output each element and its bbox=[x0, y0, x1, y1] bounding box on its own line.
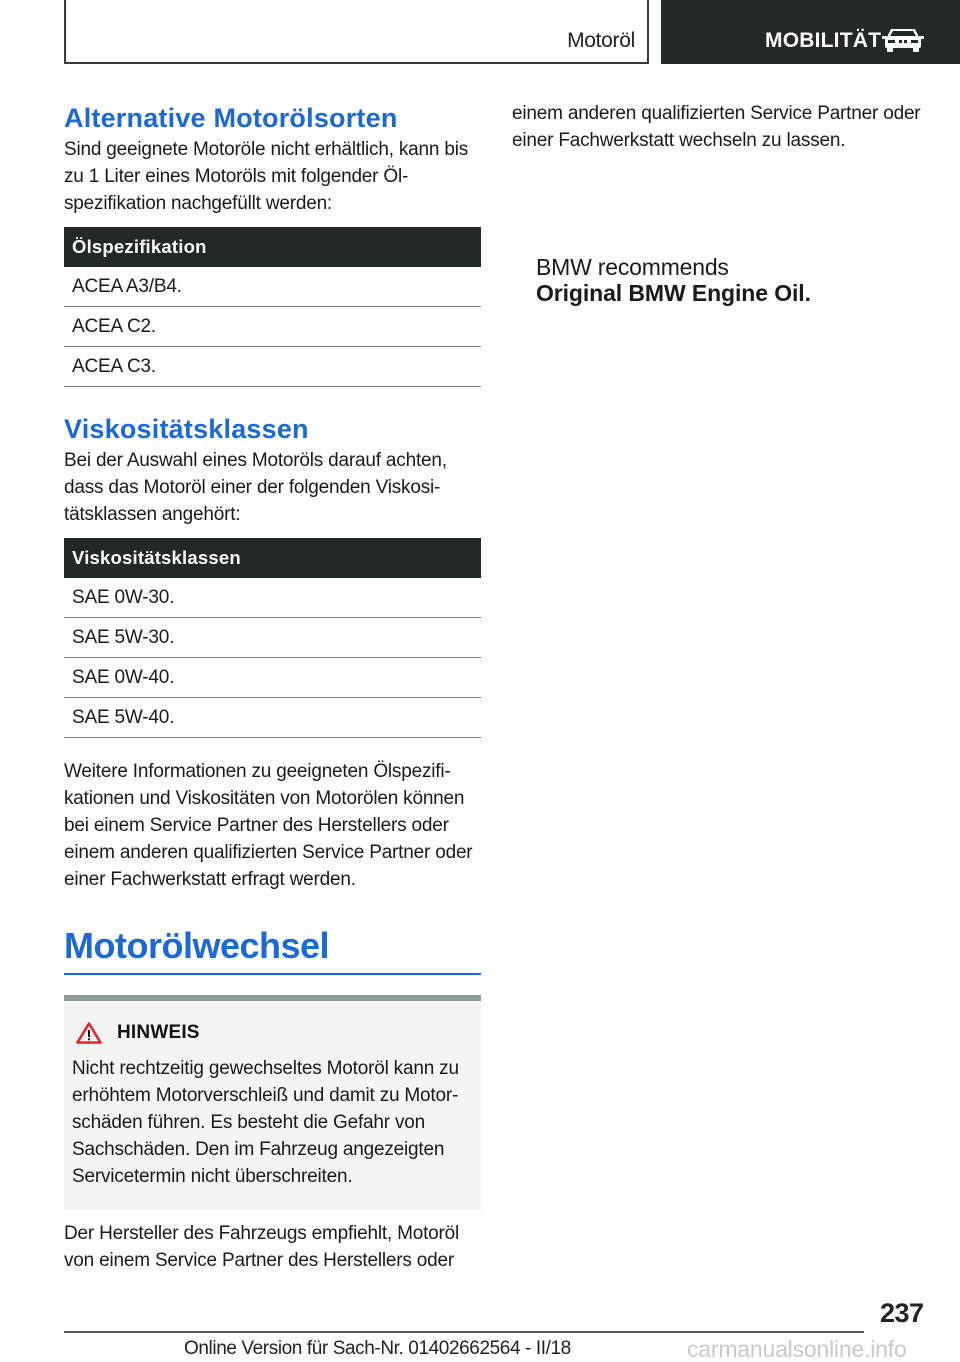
viscosity-section bbox=[64, 411, 481, 738]
viscosity-table bbox=[64, 538, 481, 738]
more-info-text: Weitere Informationen zu geeigneten Ölspezifikationen und Viskositäten von Motorölen können bei einem Service Partner des Herstellers oder einem anderen qualifizierten Service Partner oder einer Fachwerkstatt erfragt werden. bbox=[64, 761, 473, 890]
warning-triangle-icon bbox=[76, 1022, 102, 1044]
watermark: carmanualsonline.info bbox=[687, 1336, 907, 1362]
alternative-oils-text: Sind geeignete Motoröle nicht erhältlich, kann bis zu 1 Liter eines Motoröls mit folgender Ölspezifikation nachgefüllt werden: bbox=[64, 139, 469, 214]
oil-spec-table bbox=[64, 227, 481, 387]
footer-divider bbox=[64, 1331, 864, 1333]
header-chapter-box bbox=[64, 0, 649, 64]
section-title: MOBILITÄT bbox=[765, 29, 882, 52]
table-header: Ölspezifikation bbox=[64, 227, 481, 267]
table-row: SAE 5W-40. bbox=[64, 698, 481, 738]
oil-change-heading: Motorölwechsel bbox=[64, 925, 330, 966]
notice-title: HINWEIS bbox=[117, 1022, 200, 1043]
table-row: SAE 0W-40. bbox=[64, 658, 481, 698]
alternative-oils-heading: Alternative Motorölsorten bbox=[64, 103, 398, 133]
notice-box bbox=[64, 995, 481, 1210]
viscosity-text: Bei der Auswahl eines Motoröls darauf achten, dass das Motoröl einer der folgenden Viskositätsklassen angehört: bbox=[64, 450, 447, 525]
table-row: ACEA C3. bbox=[64, 347, 481, 387]
oil-change-text: Der Hersteller des Fahrzeugs empfiehlt, Motoröl von einem Service Partner des Herstellers oder bbox=[64, 1223, 460, 1271]
oil-change-section bbox=[64, 923, 481, 1274]
table-row: ACEA A3/B4. bbox=[64, 267, 481, 307]
table-row: SAE 0W-30. bbox=[64, 578, 481, 618]
viscosity-heading: Viskositätsklassen bbox=[64, 414, 309, 444]
alternative-oils-section bbox=[64, 100, 481, 387]
bmw-recommends-line1: BMW recommends bbox=[536, 254, 729, 280]
notice-text: Nicht rechtzeitig gewechseltes Motoröl kann zu erhöhtem Motorverschleiß und damit zu Motorschäden führen. Es besteht die Gefahr von Sachschäden. Den im Fahrzeug angezeigten Servicetermin nicht überschreiten. bbox=[72, 1058, 459, 1187]
header-section-box bbox=[661, 0, 960, 64]
right-column bbox=[512, 100, 932, 306]
chapter-title: Motoröl bbox=[567, 29, 635, 52]
bmw-recommends-line2: Original BMW Engine Oil. bbox=[536, 280, 811, 306]
footer-text: Online Version für Sach-Nr. 01402662564 - II/18 bbox=[184, 1338, 571, 1359]
page-number: 237 bbox=[880, 1298, 924, 1328]
oil-change-text-continued: einem anderen qualifizierten Service Partner oder einer Fachwerkstatt wechseln zu lassen. bbox=[512, 103, 921, 151]
table-row: SAE 5W-30. bbox=[64, 618, 481, 658]
table-header: Viskositätsklassen bbox=[64, 538, 481, 578]
heading-underline bbox=[64, 973, 481, 975]
table-row: ACEA C2. bbox=[64, 307, 481, 347]
left-column bbox=[64, 100, 481, 1274]
car-icon bbox=[882, 27, 924, 53]
notice-header bbox=[72, 1019, 473, 1047]
bmw-recommends-logo bbox=[536, 254, 932, 306]
